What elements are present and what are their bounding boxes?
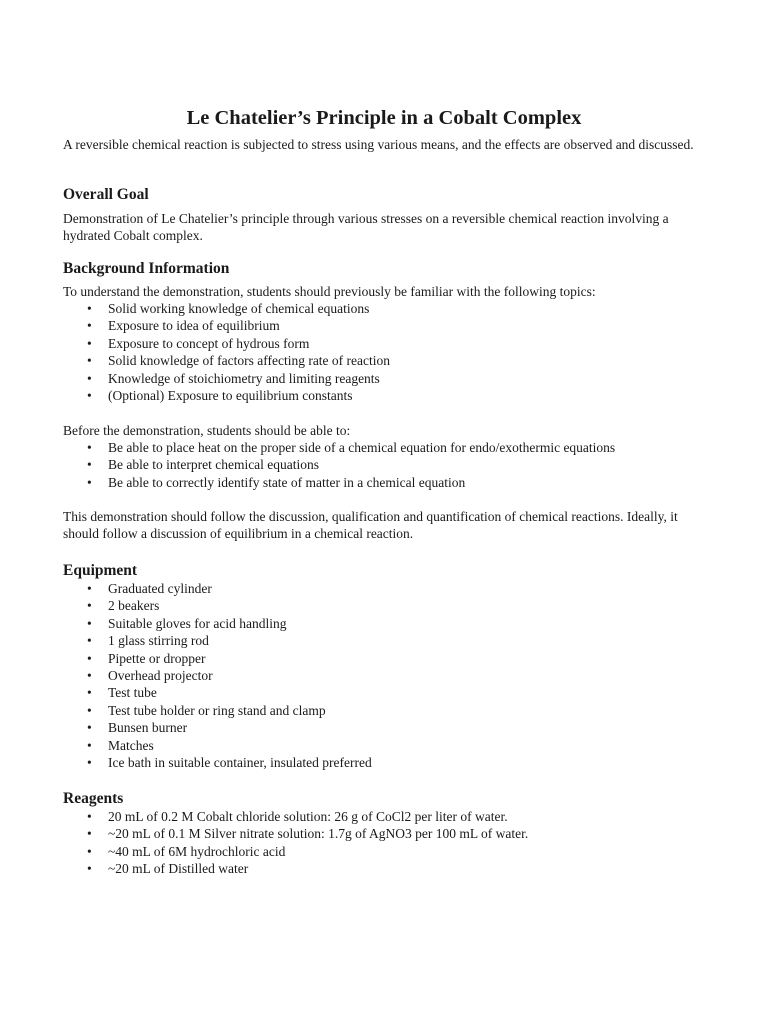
bullet-icon: •: [87, 615, 92, 631]
bullet-icon: •: [87, 720, 92, 736]
list-item: • ~20 mL of Distilled water: [87, 861, 249, 877]
bullet-icon: •: [87, 335, 92, 351]
list-item: • Be able to interpret chemical equations: [87, 457, 320, 473]
list-item: • Test tube: [87, 685, 157, 701]
list-item: • Overhead projector: [87, 667, 213, 683]
bullet-icon: •: [87, 457, 92, 473]
list-item: • Exposure to concept of hydrous form: [87, 335, 310, 351]
list-item: • Bunsen burner: [87, 720, 188, 736]
background-heading: Background Information: [63, 260, 230, 277]
bullet-icon: •: [87, 754, 92, 770]
bullet-icon: •: [87, 861, 92, 877]
intro-paragraph: A reversible chemical reaction is subjected to stress using various means, and the effects are observed and discussed.: [63, 137, 694, 152]
bullet-icon: •: [87, 474, 92, 490]
reagents-heading: Reagents: [63, 790, 124, 807]
list-item: • 1 glass stirring rod: [87, 633, 209, 649]
bullet-icon: •: [87, 301, 92, 316]
bullet-icon: •: [87, 370, 92, 386]
document-title: Le Chatelier’s Principle in a Cobalt Complex: [186, 107, 582, 129]
bullet-icon: •: [87, 809, 92, 824]
bullet-icon: •: [87, 737, 92, 753]
background-intro: To understand the demonstration, students should previously be familiar with the following topics:: [63, 284, 596, 299]
overall-goal-heading: Overall Goal: [63, 186, 149, 203]
list-item: • ~20 mL of 0.1 M Silver nitrate solution: 1.7g of AgNO3 per 100 mL of water.: [87, 826, 529, 842]
list-item: • Be able to correctly identify state of matter in a chemical equation: [87, 474, 466, 490]
list-item: • ~40 mL of 6M hydrochloric acid: [87, 843, 286, 859]
list-item: • Be able to place heat on the proper side of a chemical equation for endo/exothermic equations: [87, 440, 616, 455]
list-item: • Suitable gloves for acid handling: [87, 615, 287, 631]
list-item: • Knowledge of stoichiometry and limiting reagents: [87, 370, 380, 386]
list-item: • 2 beakers: [87, 598, 160, 614]
list-item: • Ice bath in suitable container, insulated preferred: [87, 754, 372, 770]
before-demo-intro: Before the demonstration, students should be able to:: [63, 423, 351, 438]
list-item: • Pipette or dropper: [87, 650, 206, 666]
bullet-icon: •: [87, 598, 92, 614]
bullet-icon: •: [87, 581, 92, 596]
bullet-icon: •: [87, 440, 92, 455]
list-item: • Exposure to idea of equilibrium: [87, 318, 280, 334]
equipment-list: [63, 580, 723, 771]
bullet-icon: •: [87, 633, 92, 649]
bullet-icon: •: [87, 318, 92, 334]
list-item: • 20 mL of 0.2 M Cobalt chloride solution: 26 g of CoCl2 per liter of water.: [87, 809, 508, 824]
bullet-icon: •: [87, 387, 92, 403]
bullet-icon: •: [87, 702, 92, 718]
list-item: • Test tube holder or ring stand and clamp: [87, 702, 326, 718]
bullet-icon: •: [87, 843, 92, 859]
bullet-icon: •: [87, 353, 92, 369]
reagents-list: [63, 808, 723, 878]
background-closing: This demonstration should follow the discussion, qualification and quantification of chemical reactions. Ideally, it should follow a discussion of equilibrium in a chemical reaction.: [63, 509, 678, 542]
bullet-icon: •: [87, 667, 92, 683]
list-item: • Solid knowledge of factors affecting rate of reaction: [87, 353, 391, 369]
list-item: • (Optional) Exposure to equilibrium constants: [87, 387, 353, 403]
bullet-icon: •: [87, 650, 92, 666]
bullet-icon: •: [87, 685, 92, 701]
bullet-icon: •: [87, 826, 92, 842]
overall-goal-text: Demonstration of Le Chatelier’s principle through various stresses on a reversible chemical reaction involving a hydrated Cobalt complex.: [63, 211, 669, 244]
list-item: • Graduated cylinder: [87, 581, 212, 596]
background-topics-list: [63, 300, 723, 404]
abilities-list: [63, 439, 723, 491]
equipment-heading: Equipment: [63, 562, 138, 579]
list-item: • Matches: [87, 737, 154, 753]
list-item: • Solid working knowledge of chemical equations: [87, 301, 370, 316]
